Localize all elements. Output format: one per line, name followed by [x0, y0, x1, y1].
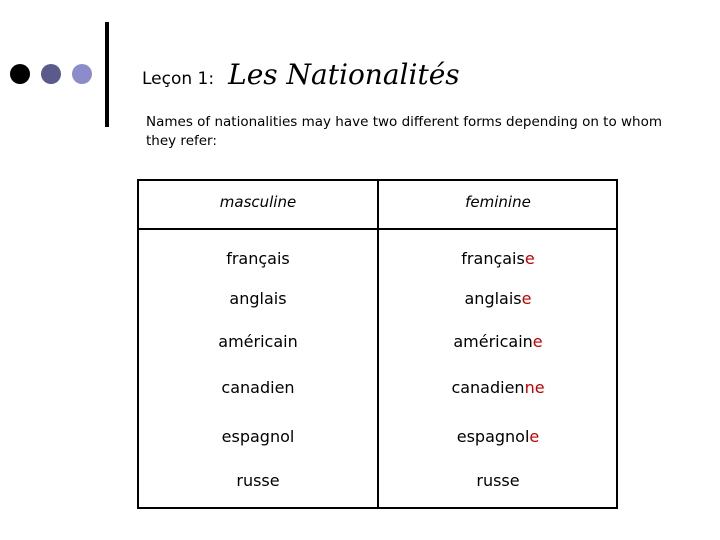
feminine-stem: américain	[453, 332, 533, 351]
feminine-cell	[379, 332, 617, 351]
feminine-cell	[379, 427, 617, 446]
feminine-ending: e	[532, 332, 543, 351]
slide-title	[142, 58, 460, 91]
header-masculine: masculine	[219, 193, 297, 211]
header-feminine: feminine	[465, 193, 531, 211]
feminine-ending: e	[521, 289, 532, 308]
feminine-stem: canadien	[451, 378, 525, 397]
masculine-cell: américain	[218, 332, 298, 351]
masculine-cell: espagnol	[221, 427, 295, 446]
feminine-stem: espagnol	[456, 427, 530, 446]
feminine-ending: e	[529, 427, 540, 446]
dot-lavender	[72, 64, 92, 84]
feminine-cell	[379, 378, 617, 397]
feminine-stem: anglais	[464, 289, 522, 308]
lesson-label: Leçon 1:	[142, 69, 215, 89]
decorative-dots	[10, 64, 94, 86]
feminine-stem: russe	[476, 471, 520, 490]
feminine-cell	[379, 471, 617, 490]
feminine-stem: français	[461, 249, 525, 268]
feminine-ending: e	[524, 249, 535, 268]
masculine-cell: canadien	[221, 378, 295, 397]
masculine-cell: anglais	[229, 289, 287, 308]
masculine-cell: russe	[236, 471, 280, 490]
feminine-cell	[379, 289, 617, 308]
intro-text: Names of nationalities may have two different forms depending on to whom they refer:	[146, 114, 663, 149]
nationality-table	[137, 179, 618, 509]
title-divider	[105, 22, 109, 127]
dot-purple	[41, 64, 61, 84]
masculine-cell: français	[226, 249, 290, 268]
feminine-cell	[379, 249, 617, 268]
dot-black	[10, 64, 30, 84]
title-text: Les Nationalités	[228, 58, 460, 91]
header-divider	[139, 228, 616, 230]
feminine-ending: ne	[524, 378, 545, 397]
